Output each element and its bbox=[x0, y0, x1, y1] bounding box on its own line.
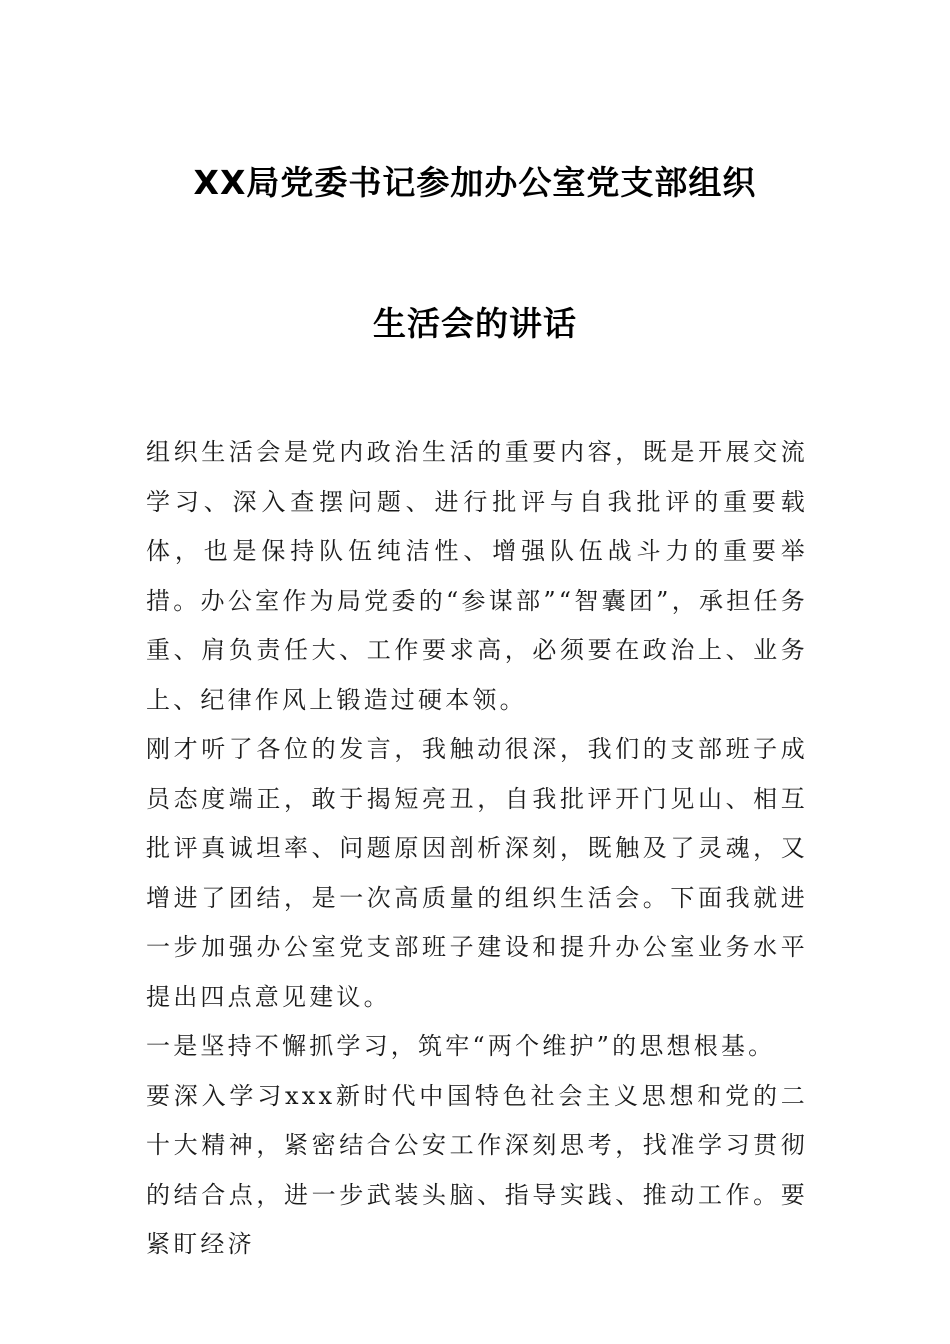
paragraph-speech-response: 刚才听了各位的发言，我触动很深，我们的支部班子成员态度端正，敢于揭短亮丑，自我批评开门见山、相互批评真诚坦率、问题原因剖析深刻，既触及了灵魂，又增进了团结，是一次高质量的组织生活会。下面我就进一步加强办公室党支部班子建设和提升办公室业务水平提出四点意见建议。 bbox=[146, 735, 808, 1011]
document-title-line-1: XX局党委书记参加办公室党支部组织 bbox=[193, 163, 757, 202]
paragraph-intro: 组织生活会是党内政治生活的重要内容，既是开展交流学习、深入查摆问题、进行批评与自我批评的重要载体，也是保持队伍纯洁性、增强队伍战斗力的重要举措。办公室作为局党委的“参谋部”“智囊团”，承担任务重、肩负责任大、工作要求高，必须要在政治上、业务上、纪律作风上锻造过硬本领。 bbox=[146, 438, 808, 714]
document-body bbox=[146, 428, 808, 1270]
document-title-line-2: 生活会的讲话 bbox=[373, 304, 577, 343]
paragraph-point-one-heading: 一是坚持不懈抓学习，筑牢“两个维护”的思想根基。 bbox=[146, 1032, 776, 1060]
paragraph-point-one-body: 要深入学习xxx新时代中国特色社会主义思想和党的二十大精神，紧密结合公安工作深刻思考，找准学习贯彻的结合点，进一步武装头脑、指导实践、推动工作。要紧盯经济 bbox=[146, 1081, 808, 1258]
